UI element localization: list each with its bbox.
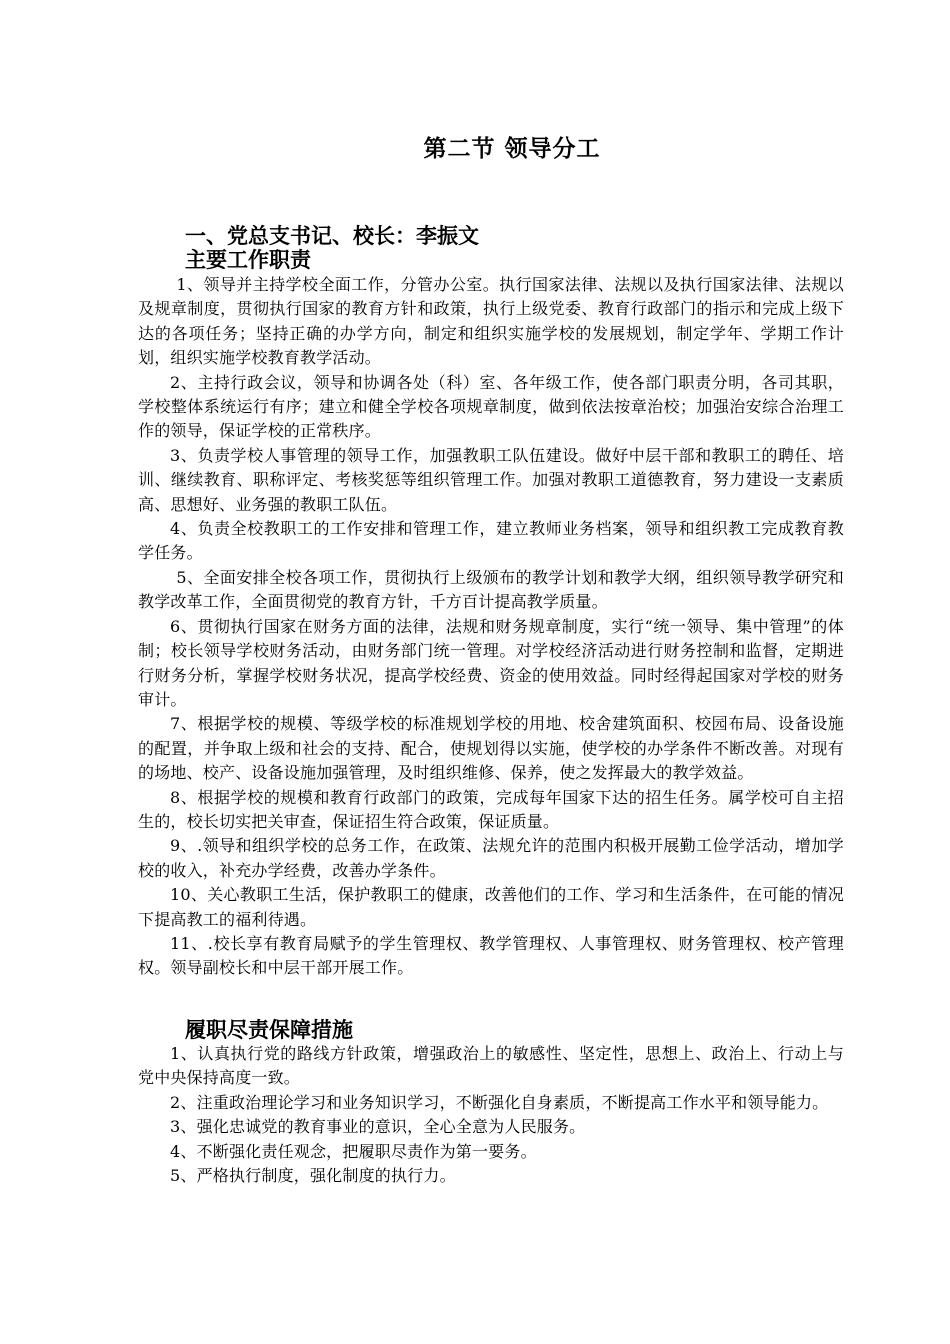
duty-paragraph: 9、.领导和组织学校的总务工作，在政策、法规允许的范围内积极开展勤工俭学活动，增加学校的收入，补充办学经费，改善办学条件。 bbox=[138, 836, 844, 880]
duty-paragraph: 10、关心教职工生活，保护教职工的健康，改善他们的工作、学习和生活条件，在可能的情况下提高教工的福利待遇。 bbox=[138, 885, 844, 929]
measures-list bbox=[138, 1042, 844, 1188]
duty-paragraph: 1、领导并主持学校全面工作，分管办公室。执行国家法律、法规以及执行国家法律、法规以及规章制度，贯彻执行国家的教育方针和政策，执行上级党委、教育行政部门的指示和完成上级下达的各项任务；坚持正确的办学方向，制定和组织实施学校的发展规划，制定学年、学期工作计划，组织实施学校教育教学活动。 bbox=[138, 275, 844, 368]
duty-paragraph: 5、全面安排全校各项工作，贯彻执行上级颁布的教学计划和教学大纲，组织领导教学研究和教学改革工作，全面贯彻党的教育方针，千方百计提高教学质量。 bbox=[138, 567, 844, 612]
duty-paragraph: 6、贯彻执行国家在财务方面的法律，法规和财务规章制度，实行“统一领导、集中管理”的体制；校长领导学校财务活动，由财务部门统一管理。对学校经济活动进行财务控制和监督，定期进行财务分析，掌握学校财务状况，提高学校经费、资金的使用效益。同时经得起国家对学校的财务审计。 bbox=[138, 616, 844, 709]
duties-list bbox=[138, 273, 844, 981]
measure-paragraph: 4、不断强化责任观念，把履职尽责作为第一要务。 bbox=[170, 1141, 537, 1161]
duty-paragraph: 3、负责学校人事管理的领导工作，加强教职工队伍建设。做好中层干部和教职工的聘任、培训、继续教育、职称评定、考核奖惩等组织管理工作。加强对教职工道德教育，努力建设一支素质高、思想好、业务强的教职工队伍。 bbox=[138, 445, 844, 514]
measure-paragraph: 1、认真执行党的路线方针政策，增强政治上的敏感性、坚定性，思想上、政治上、行动上与党中央保持高度一致。 bbox=[138, 1044, 844, 1088]
duty-paragraph: 8、根据学校的规模和教育行政部门的政策，完成每年国家下达的招生任务。属学校可自主招生的，校长切实把关审查，保证招生符合政策，保证质量。 bbox=[138, 787, 844, 831]
duties-heading: 主要工作职责 bbox=[185, 248, 311, 272]
duty-paragraph: 7、根据学校的规模、等级学校的标准规划学校的用地、校舍建筑面积、校园布局、设备设施的配置，并争取上级和社会的支持、配合，使规划得以实施，使学校的办学条件不断改善。对现有的场地、校产、设备设施加强管理，及时组织维修、保养，使之发挥最大的教学效益。 bbox=[138, 714, 844, 783]
duty-paragraph: 4、负责全校教职工的工作安排和管理工作，建立教师业务档案，领导和组织教工完成教育教学任务。 bbox=[138, 519, 844, 563]
page-title: 第二节 领导分工 bbox=[423, 136, 601, 162]
measure-paragraph: 3、强化忠诚党的教育事业的意识，全心全意为人民服务。 bbox=[170, 1117, 586, 1137]
measure-paragraph: 2、注重政治理论学习和业务知识学习，不断强化自身素质，不断提高工作水平和领导能力。 bbox=[170, 1092, 829, 1112]
duty-paragraph: 2、主持行政会议，领导和协调各处（科）室、各年级工作，使各部门职责分明，各司其职，学校整体系统运行有序；建立和健全学校各项规章制度，做到依法按章治校；加强治安综合治理工作的领导，保证学校的正常秩序。 bbox=[138, 372, 844, 441]
duty-paragraph: 11、.校长享有教育局赋予的学生管理权、教学管理权、人事管理权、财务管理权、校产管理权。领导副校长和中层干部开展工作。 bbox=[138, 933, 844, 978]
section-heading: 一、党总支书记、校长：李振文 bbox=[185, 224, 479, 248]
measure-paragraph: 5、严格执行制度，强化制度的执行力。 bbox=[170, 1166, 456, 1186]
measures-heading: 履职尽责保障措施 bbox=[185, 1018, 353, 1042]
